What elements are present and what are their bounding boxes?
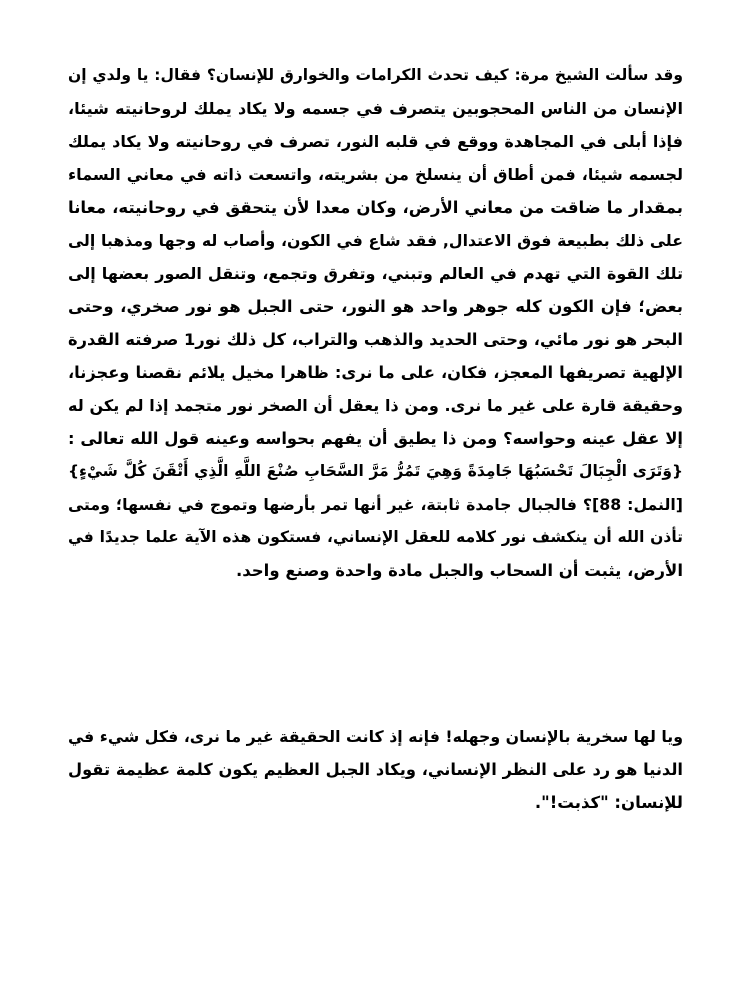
paragraph-line: الدنيا هو رد على النظر الإنساني، ويكاد الجبل العظيم يكون كلمة عظيمة تقول [68,760,683,779]
paragraph-line: الأرض، يثبت أن السحاب والجبل مادة واحدة وصنع واحد. [235,561,683,580]
paragraph-line: على ذلك بطبيعة فوق الاعتدال, فقد شاع في الكون، وأصاب له وجها ومذهبا إلى [68,231,683,250]
paragraph-line: تلك القوة التي تهدم في العالم وتبني، وتفرق وتجمع، وتنقل الصور بعضها إلى [68,264,683,283]
paragraph-line: تأذن الله أن ينكشف نور كلامه للعقل الإنساني، فستكون هذه الآية علما جديدًا في [68,528,683,546]
paragraph-line: بمقدار ما ضاقت من معاني الأرض، وكان معدا لأن يتحقق في روحانيته، معانا [68,198,683,217]
paragraph-line: الإلهية تصريفها المعجز، فكان، على ما نرى: ظاهرا مخيل يلائم نقصنا وعجزنا، [68,363,683,382]
paragraph-line: وحقيقة قارة على غير ما نرى. ومن ذا يعقل أن الصخر نور متجمد إذا لم يكن له [68,396,683,415]
paragraph-line: البحر هو نور مائي، وحتى الحديد والذهب والتراب، كل ذلك نور1 صرفته القدرة [68,330,683,349]
paragraph-line: الإنسان من الناس المحجوبين يتصرف في جسمه ولا يكاد يملك لروحانيته شيئا، [68,99,683,118]
paragraph-line: إلا عقل عينه وحواسه؟ ومن ذا يطيق أن يفهم بحواسه وعينه قول الله تعالى : [68,429,683,448]
paragraph-line: لجسمه شيئا، فمن أطاق أن ينسلخ من بشريته، واتسعت ذاته في معاني السماء [68,165,683,184]
paragraph-1 [68,59,683,587]
quran-verse-line: {وَتَرَى الْجِبَالَ تَحْسَبُهَا جَامِدَةً وَهِيَ تَمُرُّ مَرَّ السَّحَابِ صُنْعَ اللَّهِ الَّذِي أَتْقَنَ كُلَّ شَيْءٍ} [68,462,683,480]
paragraph-line: فإذا أبلى في المجاهدة ووقع في قلبه النور، تصرف في روحانيته ولا يكاد يملك [68,132,683,151]
paragraph-line: للإنسان: "كذبت!". [534,793,683,812]
paragraph-2 [68,720,683,819]
paragraph-line: وقد سألت الشيخ مرة: كيف تحدث الكرامات والخوارق للإنسان؟ فقال: يا ولدي إن [68,66,683,84]
paragraph-line: ويا لها سخرية بالإنسان وجهله! فإنه إذ كانت الحقيقة غير ما نرى، فكل شيء في [68,727,683,746]
paragraph-line: بعض؛ فإن الكون كله جوهر واحد هو النور، حتى الجبل هو نور صخري، وحتى [68,297,683,316]
paragraph-line: [النمل: 88]؟ فالجبال جامدة ثابتة، غير أنها تمر بأرضها وتموج في نفسها؛ ومتى [68,495,683,514]
